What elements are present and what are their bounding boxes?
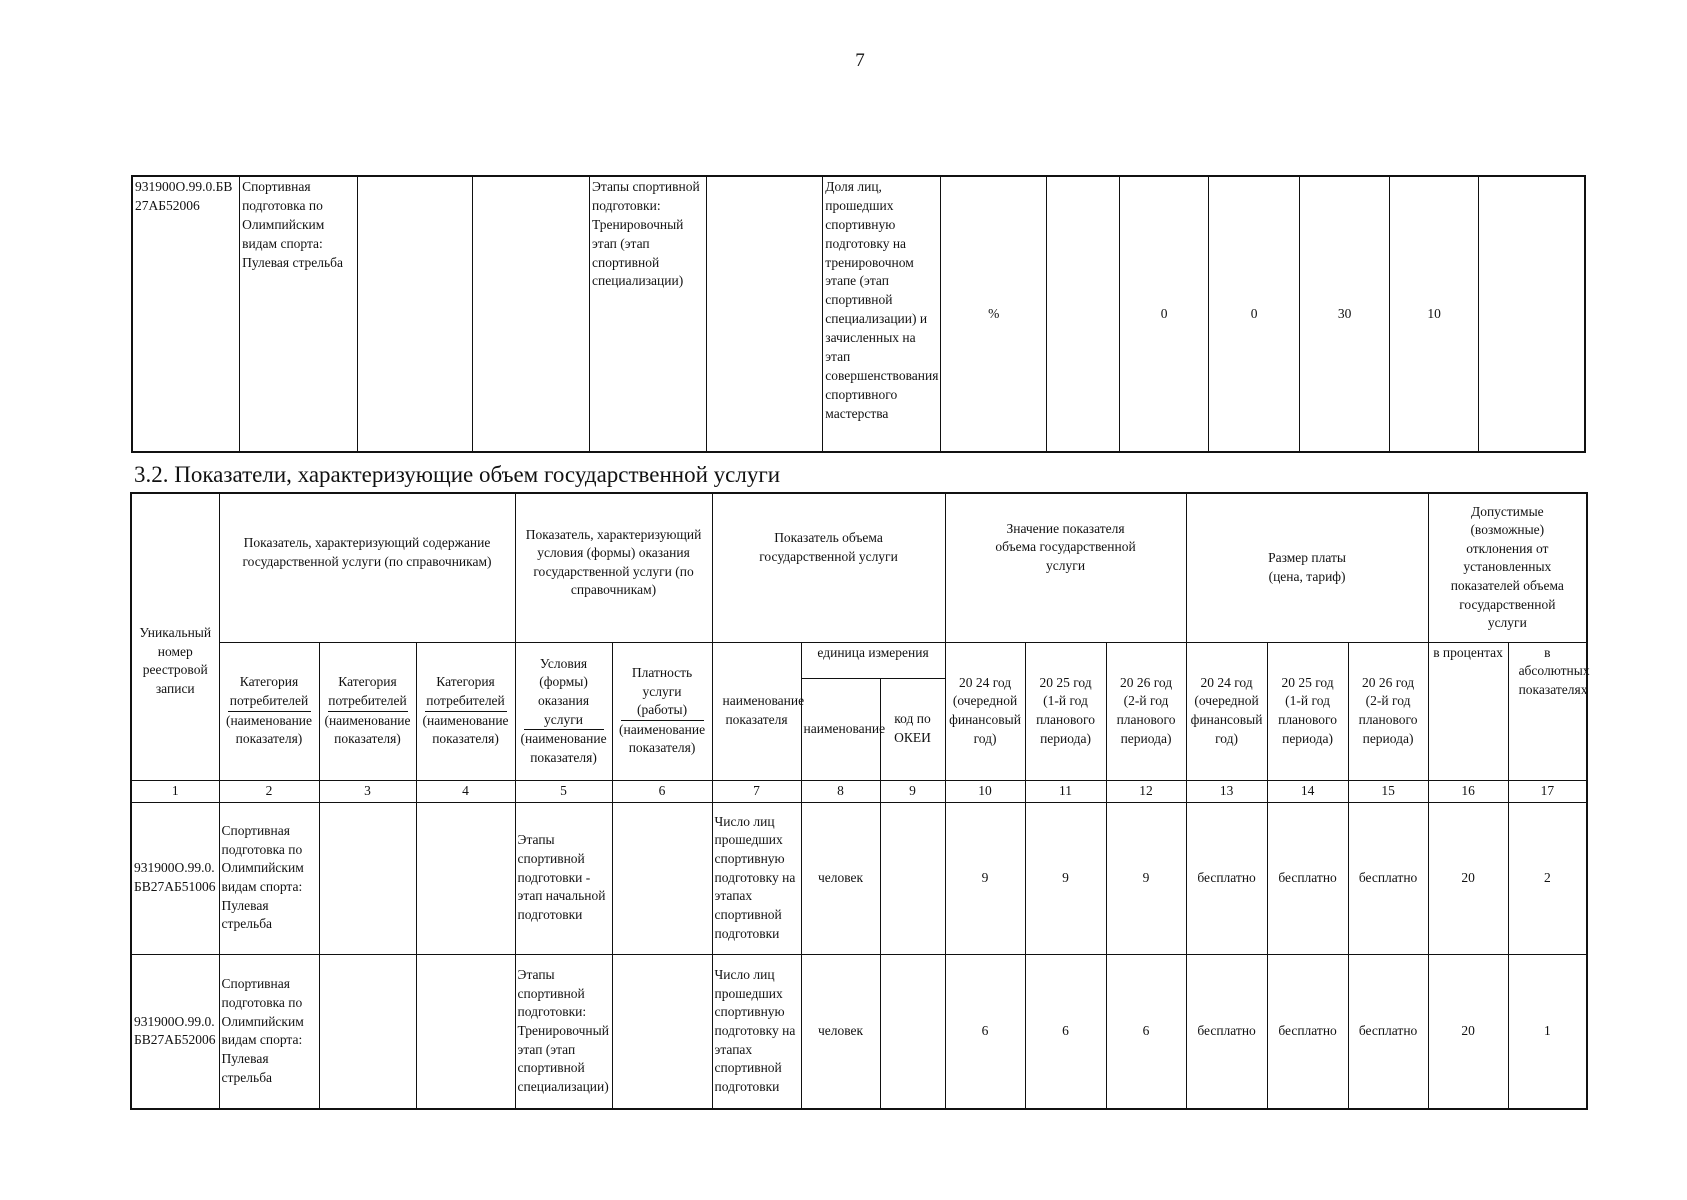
- value-cell: 0: [1209, 176, 1299, 452]
- column-number: 7: [712, 780, 801, 802]
- fee-2025-cell: бесплатно: [1267, 954, 1348, 1109]
- volume-group-header: Показатель объема государственной услуги: [712, 493, 945, 642]
- service-content-cell: Спортивная подготовка по Олимпийским видам спорта: Пулевая стрельба: [219, 802, 319, 954]
- year-label: 20 25 год: [1039, 674, 1092, 690]
- registry-code-cell: 931900О.99.0.БВ27АБ52006: [132, 176, 240, 452]
- service-content-cell: Спортивная подготовка по Олимпийским видам спорта: Пулевая стрельба: [240, 176, 358, 452]
- unit-name-header: наименование: [801, 678, 880, 780]
- deviation-percent-cell: 20: [1428, 954, 1508, 1109]
- column-numbers-row: [131, 780, 1587, 802]
- year-label: 20 26 год: [1119, 674, 1173, 690]
- deviation-group-header: Допустимые (возможные) отклонения от установленных показателей объема государственной услуги: [1428, 493, 1587, 642]
- column-number: 8: [801, 780, 880, 802]
- service-condition-cell: Этапы спортивной подготовки: Тренировочный этап (этап спортивной специализации): [589, 176, 706, 452]
- name-of-indicator-label: (наименование показателя): [324, 712, 411, 747]
- empty-cell: [612, 802, 712, 954]
- name-of-indicator-label: (наименование показателя): [422, 712, 509, 747]
- empty-cell: [1478, 176, 1585, 452]
- empty-cell: [416, 802, 515, 954]
- service-condition-cell: Этапы спортивной подготовки: Тренировочный этап (этап спортивной специализации): [515, 954, 612, 1109]
- category-header: [219, 642, 319, 780]
- okei-cell: [880, 802, 945, 954]
- name-of-indicator-label: (наименование показателя): [520, 731, 607, 765]
- indicator-name-cell: Число лиц прошедших спортивную подготовку на этапах спортивной подготовки: [712, 802, 801, 954]
- deviation-percent-cell: 20: [1428, 802, 1508, 954]
- column-number: 4: [416, 780, 515, 802]
- value-group-header: Значение показателя объема государственной услуги: [945, 493, 1186, 642]
- header-row: [131, 642, 1587, 678]
- registry-code-cell: 931900О.99.0.БВ27АБ52006: [131, 954, 219, 1109]
- column-number: 10: [945, 780, 1025, 802]
- empty-cell: [1047, 176, 1119, 452]
- deviation-absolute-cell: 2: [1508, 802, 1587, 954]
- table-row: [131, 802, 1587, 954]
- unit-cell: %: [940, 176, 1047, 452]
- empty-cell: [612, 954, 712, 1109]
- fin-year-label: (очередной финансовый год): [949, 693, 1021, 746]
- conditions-form-header: [515, 642, 612, 780]
- column-number: 16: [1428, 780, 1508, 802]
- fee-2024-cell: бесплатно: [1186, 802, 1267, 954]
- column-number: 14: [1267, 780, 1348, 802]
- unit-cell: человек: [801, 802, 880, 954]
- value-2025-cell: 9: [1025, 802, 1106, 954]
- indicator-name-cell: Число лиц прошедших спортивную подготовку на этапах спортивной подготовки: [712, 954, 801, 1109]
- category-label: Категория потребителей: [228, 673, 311, 711]
- fee-2024-cell: бесплатно: [1186, 954, 1267, 1109]
- year-label: 20 24 год: [958, 674, 1012, 690]
- header-row: [131, 493, 1587, 642]
- empty-cell: [416, 954, 515, 1109]
- column-number: 2: [219, 780, 319, 802]
- value-2026-cell: 6: [1106, 954, 1186, 1109]
- value-2026-cell: 9: [1106, 802, 1186, 954]
- year-label: 20 25 год: [1281, 674, 1334, 690]
- year-2024-header: [945, 642, 1025, 780]
- unit-group-header: единица измерения: [801, 642, 945, 678]
- absolute-header: в абсолютных показателях: [1508, 642, 1587, 780]
- service-condition-cell: Этапы спортивной подготовки - этап начальной подготовки: [515, 802, 612, 954]
- fee-2025-header: [1267, 642, 1348, 780]
- empty-cell: [357, 176, 473, 452]
- column-number: 5: [515, 780, 612, 802]
- indicator-name-cell: Доля лиц, прошедших спортивную подготовку на тренировочном этапе (этап спортивной специализации) и зачисленных на этап совершенствования спортивного мастерства: [823, 176, 941, 452]
- empty-cell: [319, 954, 416, 1109]
- payment-label: Платность услуги (работы): [621, 664, 704, 721]
- unique-number-header: Уникальный номер реестровой записи: [131, 493, 219, 780]
- service-content-cell: Спортивная подготовка по Олимпийским видам спорта: Пулевая стрельба: [219, 954, 319, 1109]
- column-number: 13: [1186, 780, 1267, 802]
- year-2026-header: [1106, 642, 1186, 780]
- value-2025-cell: 6: [1025, 954, 1106, 1109]
- plan-1-label: (1-й год планового периода): [1278, 693, 1338, 746]
- payment-header: [612, 642, 712, 780]
- plan-1-label: (1-й год планового периода): [1036, 693, 1095, 746]
- column-number: 3: [319, 780, 416, 802]
- plan-2-label: (2-й год планового периода): [1116, 693, 1176, 746]
- section-title: 3.2. Показатели, характеризующие объем государственной услуги: [134, 462, 781, 487]
- naming-indicator-header: наименование показателя: [712, 642, 801, 780]
- deviation-absolute-cell: 1: [1508, 954, 1587, 1109]
- category-header: [416, 642, 515, 780]
- name-of-indicator-label: (наименование показателя): [225, 712, 313, 747]
- registry-code-cell: 931900О.99.0.БВ27АБ51006: [131, 802, 219, 954]
- column-number: 1: [131, 780, 219, 802]
- unit-cell: человек: [801, 954, 880, 1109]
- fin-year-label: (очередной финансовый год): [1190, 693, 1263, 746]
- table-row: [132, 176, 1585, 452]
- value-cell: 30: [1299, 176, 1389, 452]
- year-label: 20 26 год: [1361, 674, 1415, 690]
- column-number: 15: [1348, 780, 1428, 802]
- column-number: 9: [880, 780, 945, 802]
- category-label: Категория потребителей: [425, 673, 507, 711]
- column-number: 17: [1508, 780, 1587, 802]
- empty-cell: [473, 176, 590, 452]
- column-number: 11: [1025, 780, 1106, 802]
- page-number: 7: [855, 50, 865, 71]
- year-label: 20 24 год: [1200, 674, 1253, 690]
- okei-header: код по ОКЕИ: [880, 678, 945, 780]
- conditions-form-label: Условия (формы) оказания услуги: [524, 655, 604, 731]
- quality-indicators-continuation-table: [131, 175, 1586, 453]
- empty-cell: [319, 802, 416, 954]
- fee-group-header: Размер платы (цена, тариф): [1186, 493, 1428, 642]
- value-cell: 10: [1390, 176, 1478, 452]
- table-row: [131, 954, 1587, 1109]
- plan-2-label: (2-й год планового периода): [1358, 693, 1418, 746]
- fee-2026-cell: бесплатно: [1348, 802, 1428, 954]
- category-label: Категория потребителей: [328, 673, 408, 711]
- value-2024-cell: 6: [945, 954, 1025, 1109]
- empty-cell: [706, 176, 823, 452]
- year-2025-header: [1025, 642, 1106, 780]
- fee-2024-header: [1186, 642, 1267, 780]
- percent-header: в процентах: [1428, 642, 1508, 780]
- column-number: 12: [1106, 780, 1186, 802]
- category-header: [319, 642, 416, 780]
- okei-cell: [880, 954, 945, 1109]
- content-group-header: Показатель, характеризующий содержание государственной услуги (по справочникам): [219, 493, 515, 642]
- name-of-indicator-label: (наименование показателя): [618, 721, 706, 756]
- volume-indicators-table: [130, 492, 1588, 1110]
- fee-2026-header: [1348, 642, 1428, 780]
- condition-group-header: Показатель, характеризующий условия (формы) оказания государственной услуги (по справочникам): [515, 493, 712, 642]
- value-cell: 0: [1119, 176, 1208, 452]
- fee-2026-cell: бесплатно: [1348, 954, 1428, 1109]
- value-2024-cell: 9: [945, 802, 1025, 954]
- column-number: 6: [612, 780, 712, 802]
- fee-2025-cell: бесплатно: [1267, 802, 1348, 954]
